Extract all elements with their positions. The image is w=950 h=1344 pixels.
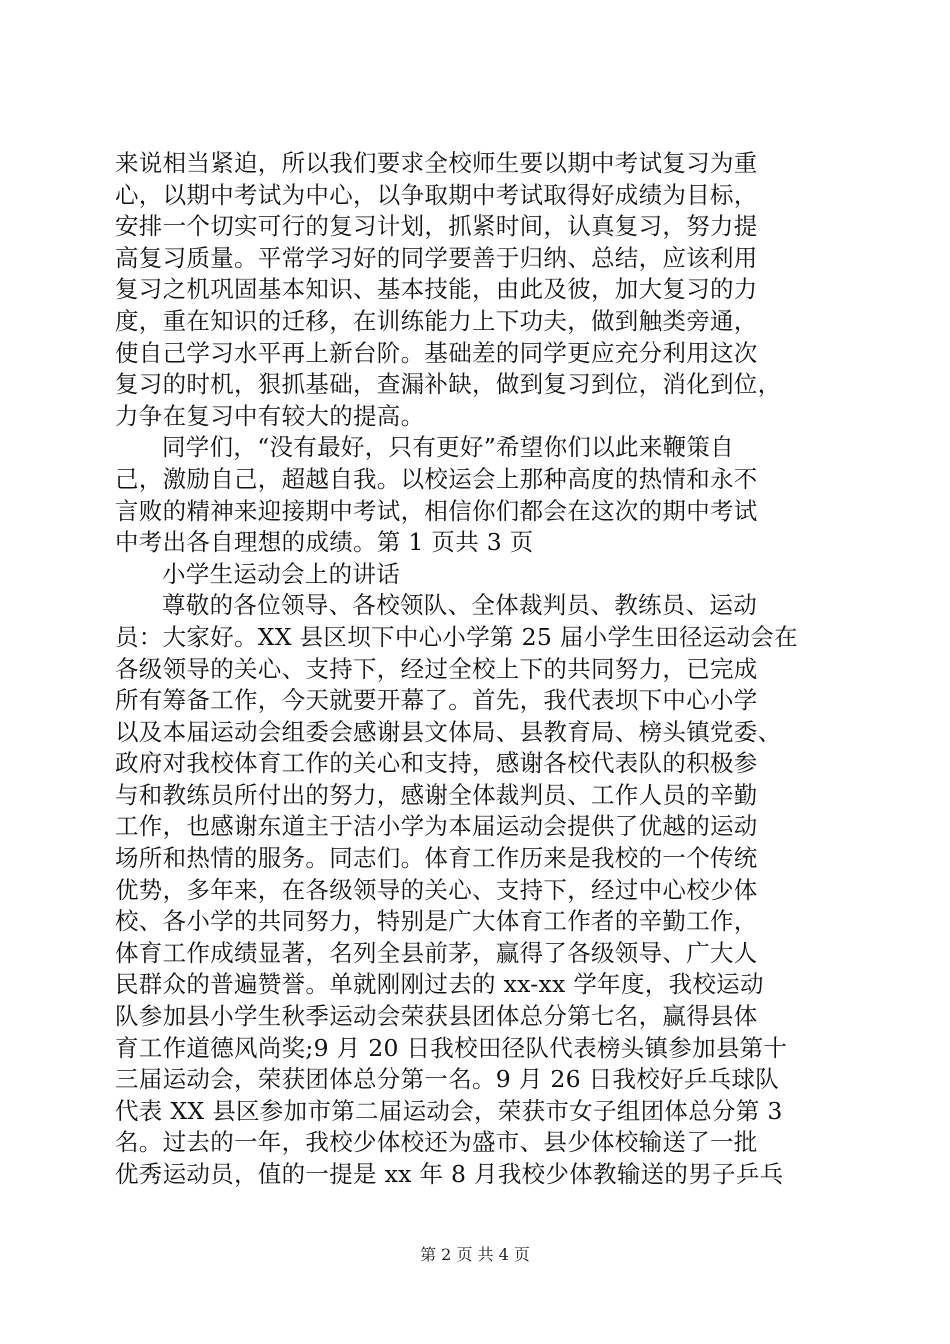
- text-line: 高复习质量。平常学习好的同学要善于归纳、总结，应该利用: [115, 243, 758, 272]
- text-line: 工作，也感谢东道主于洁小学为本届运动会提供了优越的运动: [115, 812, 758, 841]
- text-line: 名。过去的一年，我校少体校还为盛市、县少体校输送了一批: [115, 1128, 758, 1157]
- paragraph-start-line: 尊敬的各位领导、各校领队、全体裁判员、教练员、运动: [162, 591, 757, 620]
- text-line: 育工作道德风尚奖;9 月 20 日我校田径队代表榜头镇参加县第十: [115, 1033, 788, 1062]
- text-line: 力争在复习中有较大的提高。: [115, 401, 425, 430]
- text-line: 度，重在知识的迁移，在训练能力上下功夫，做到触类旁通，: [115, 306, 758, 335]
- text-line: 场所和热情的服务。同志们。体育工作历来是我校的一个传统: [115, 844, 758, 873]
- text-line: 体育工作成绩显著，名列全县前茅，赢得了各级领导、广大人: [115, 938, 758, 967]
- text-line: 队参加县小学生秋季运动会荣获县团体总分第七名，赢得县体: [115, 1002, 758, 1031]
- section-heading: 小学生运动会上的讲话: [162, 559, 400, 588]
- document-body: [115, 148, 830, 1191]
- text-line: 言败的精神来迎接期中考试，相信你们都会在这次的期中考试: [115, 496, 758, 525]
- text-line: 代表 XX 县区参加市第二届运动会，荣获市女子组团体总分第 3: [115, 1096, 783, 1125]
- page-number-footer: 第 2 页 共 4 页: [420, 1245, 530, 1264]
- text-line: 民群众的普遍赞誉。单就刚刚过去的 xx-xx 学年度，我校运动: [115, 970, 764, 999]
- text-line: 来说相当紧迫，所以我们要求全校师生要以期中考试复习为重: [115, 149, 758, 177]
- text-line: 优秀运动员，值的一提是 xx 年 8 月我校少体教输送的男子乒乓: [115, 1160, 784, 1188]
- text-line: 优势，多年来，在各级领导的关心、支持下，经过中心校少体: [115, 875, 758, 904]
- text-line: 复习的时机，狠抓基础，查漏补缺，做到复习到位，消化到位，: [115, 370, 782, 399]
- text-line: 各级领导的关心、支持下，经过全校上下的共同努力，已完成: [115, 654, 758, 683]
- text-line: 员：大家好。XX 县区坝下中心小学第 25 届小学生田径运动会在: [115, 622, 798, 651]
- text-line: 与和教练员所付出的努力，感谢全体裁判员、工作人员的辛勤: [115, 780, 758, 809]
- text-line: 所有筹备工作，今天就要开幕了。首先，我代表坝下中心小学: [115, 686, 758, 715]
- text-line: 复习之机巩固基本知识、基本技能，由此及彼，加大复习的力: [115, 275, 758, 304]
- text-line: 政府对我校体育工作的关心和支持，感谢各校代表队的积极参: [115, 749, 758, 778]
- text-line: 中考出各自理想的成绩。第 1 页共 3 页: [115, 528, 534, 557]
- paragraph-start-line: 同学们，“没有最好，只有更好”希望你们以此来鞭策自: [162, 433, 735, 462]
- text-line: 安排一个切实可行的复习计划，抓紧时间，认真复习，努力提: [115, 212, 758, 241]
- text-line: 心，以期中考试为中心，以争取期中考试取得好成绩为目标，: [115, 180, 758, 209]
- text-line: 三届运动会，荣获团体总分第一名。9 月 26 日我校好乒乓球队: [115, 1065, 780, 1094]
- text-line: 己，激励自己，超越自我。以校运会上那种高度的热情和永不: [115, 464, 758, 493]
- text-line: 使自己学习水平再上新台阶。基础差的同学更应充分利用这次: [115, 338, 758, 367]
- text-line: 以及本届运动会组委会感谢县文体局、县教育局、榜头镇党委、: [115, 717, 782, 746]
- text-line: 校、各小学的共同努力，特别是广大体育工作者的辛勤工作，: [115, 907, 758, 936]
